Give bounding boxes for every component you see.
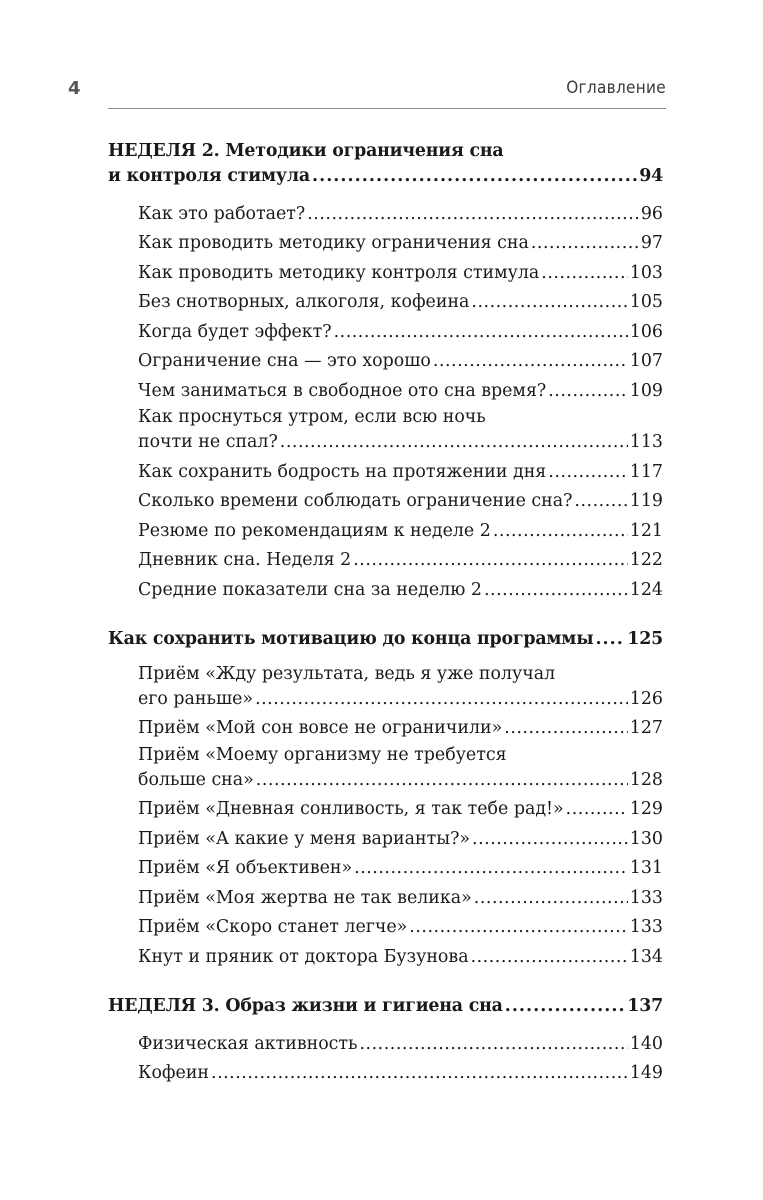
leader-dots: [354, 854, 628, 884]
leader-dots: [484, 576, 628, 606]
toc-page-number: 96: [640, 203, 663, 224]
toc-page-number: 134: [629, 946, 663, 967]
toc-page-number: 131: [629, 858, 663, 878]
toc-item[interactable]: [108, 428, 663, 458]
leader-dots: [505, 992, 626, 1022]
toc-item[interactable]: [108, 377, 663, 407]
leader-dots: [474, 884, 628, 914]
toc-item[interactable]: [108, 546, 663, 576]
toc-item[interactable]: [108, 200, 663, 230]
leader-dots: [566, 795, 628, 825]
toc-chapter-week2-title-line1[interactable]: НЕДЕЛЯ 2. Методики ограничения сна: [108, 141, 504, 161]
leader-dots: [471, 288, 627, 318]
leader-dots: [541, 259, 628, 289]
toc-page-number: 106: [629, 321, 663, 342]
toc-item-label: Кофеин: [138, 1063, 210, 1083]
toc-item-label: Физическая активность: [138, 1033, 358, 1054]
toc-item-label: Приём «Моя жертва не так велика»: [138, 887, 472, 908]
toc-item[interactable]: [108, 795, 663, 825]
leader-dots: [433, 347, 628, 377]
toc-item-label: Приём «Скоро станет легче»: [138, 917, 408, 937]
leader-dots: [548, 377, 628, 407]
toc-item[interactable]: [108, 318, 663, 348]
toc-item[interactable]: [108, 766, 663, 796]
toc-item-label: Сколько времени соблюдать ограничение сна?: [138, 491, 573, 511]
toc-page-number: 133: [629, 917, 663, 937]
toc-page-number: 124: [629, 579, 663, 600]
toc-item-label: почти не спал?: [138, 432, 278, 452]
toc-item[interactable]: [108, 884, 663, 914]
leader-dots: [493, 517, 628, 547]
toc-page-number: 117: [629, 461, 663, 482]
toc-item-line1[interactable]: Приём «Жду результата, ведь я уже получал: [138, 663, 556, 684]
toc-page-number: 122: [629, 550, 663, 570]
toc-item-label: Чем заниматься в свободное ото сна время?: [138, 380, 547, 401]
toc-item[interactable]: [108, 458, 663, 488]
toc-item-label: Дневник сна. Неделя 2: [138, 550, 352, 570]
toc-page-number: 107: [629, 351, 663, 371]
leader-dots: [334, 318, 628, 348]
toc-item[interactable]: [108, 685, 663, 715]
toc-page-number: 140: [629, 1033, 663, 1054]
toc-page-number: 125: [627, 629, 663, 649]
toc-item-label: больше сна»: [138, 769, 254, 790]
toc-item[interactable]: [108, 487, 663, 517]
toc-item-label: Приём «А какие у меня варианты?»: [138, 828, 471, 849]
page-header: [68, 78, 666, 110]
toc-chapter-label: и контроля стимула: [108, 166, 310, 186]
toc-page-number: 133: [629, 887, 663, 908]
leader-dots: [312, 162, 637, 192]
table-of-contents: [108, 140, 663, 1089]
toc-item-label: Без снотворных, алкоголя, кофеина: [138, 292, 470, 312]
toc-page-number: 119: [629, 491, 663, 511]
toc-page-number: 130: [629, 828, 663, 849]
leader-dots: [409, 913, 628, 943]
leader-dots: [255, 685, 628, 715]
leader-dots: [472, 825, 628, 855]
toc-item-line1[interactable]: Приём «Моему организму не требуется: [138, 744, 507, 765]
toc-page-number: 129: [629, 799, 663, 819]
toc-page-number: 149: [629, 1063, 663, 1083]
toc-item-label: Как проводить методику ограничения сна: [138, 233, 529, 253]
toc-item-label: Как это работает?: [138, 203, 306, 224]
toc-page-number: 103: [629, 262, 663, 283]
header-rule: [108, 108, 666, 109]
leader-dots: [360, 1030, 628, 1060]
leader-dots: [574, 487, 627, 517]
toc-page-number: 94: [639, 166, 663, 186]
toc-item-label: Приём «Я объективен»: [138, 858, 353, 878]
toc-item[interactable]: [108, 1030, 663, 1060]
leader-dots: [471, 943, 628, 973]
toc-page-number: 126: [629, 688, 663, 709]
toc-item-label: Когда будет эффект?: [138, 321, 332, 342]
toc-item-label: Как проводить методику контроля стимула: [138, 262, 540, 283]
leader-dots: [307, 200, 639, 230]
leader-dots: [531, 229, 639, 259]
toc-chapter-label: НЕДЕЛЯ 3. Образ жизни и гигиена сна: [108, 996, 503, 1016]
toc-page-number: 105: [629, 292, 663, 312]
toc-chapter-week3[interactable]: [108, 992, 663, 1022]
toc-page-number: 97: [640, 233, 663, 253]
toc-item[interactable]: [108, 288, 663, 318]
toc-item[interactable]: [108, 913, 663, 943]
toc-item[interactable]: [108, 347, 663, 377]
toc-page-number: 121: [629, 520, 663, 541]
toc-item-label: Приём «Мой сон вовсе не ограничили»: [138, 718, 503, 738]
toc-item-label: Средние показатели сна за неделю 2: [138, 579, 482, 600]
toc-item[interactable]: [108, 714, 663, 744]
toc-page-number: 137: [627, 996, 663, 1016]
toc-item-label: его раньше»: [138, 688, 254, 709]
leader-dots: [548, 458, 628, 488]
toc-page-number: 109: [629, 380, 663, 401]
toc-item-label: Ограничение сна — это хорошо: [138, 351, 431, 371]
toc-item[interactable]: [108, 517, 663, 547]
leader-dots: [504, 714, 628, 744]
toc-chapter-motivation[interactable]: [108, 625, 663, 655]
toc-item-label: Как сохранить бодрость на протяжении дня: [138, 461, 547, 482]
toc-item[interactable]: [108, 229, 663, 259]
toc-item-label: Резюме по рекомендациям к неделе 2: [138, 520, 491, 541]
leader-dots: [211, 1059, 628, 1089]
page-number: 4: [68, 78, 82, 99]
toc-item[interactable]: [108, 576, 663, 606]
toc-item-line1[interactable]: Как проснуться утром, если всю ночь: [138, 407, 486, 427]
toc-item[interactable]: [108, 1059, 663, 1089]
toc-chapter-label: Как сохранить мотивацию до конца программы: [108, 629, 594, 649]
toc-item[interactable]: [108, 825, 663, 855]
toc-page-number: 113: [629, 432, 663, 452]
leader-dots: [595, 625, 625, 655]
toc-chapter-week2[interactable]: [108, 162, 663, 192]
leader-dots: [256, 766, 628, 796]
leader-dots: [280, 428, 628, 458]
leader-dots: [353, 546, 628, 576]
running-title: Оглавление: [566, 78, 666, 98]
toc-page-number: 127: [629, 718, 663, 738]
toc-item-label: Кнут и пряник от доктора Бузунова: [138, 946, 469, 967]
toc-item[interactable]: [108, 259, 663, 289]
toc-item[interactable]: [108, 854, 663, 884]
toc-item-label: Приём «Дневная сонливость, я так тебе рад!»: [138, 799, 564, 819]
toc-item[interactable]: [108, 943, 663, 973]
toc-page-number: 128: [629, 769, 663, 790]
